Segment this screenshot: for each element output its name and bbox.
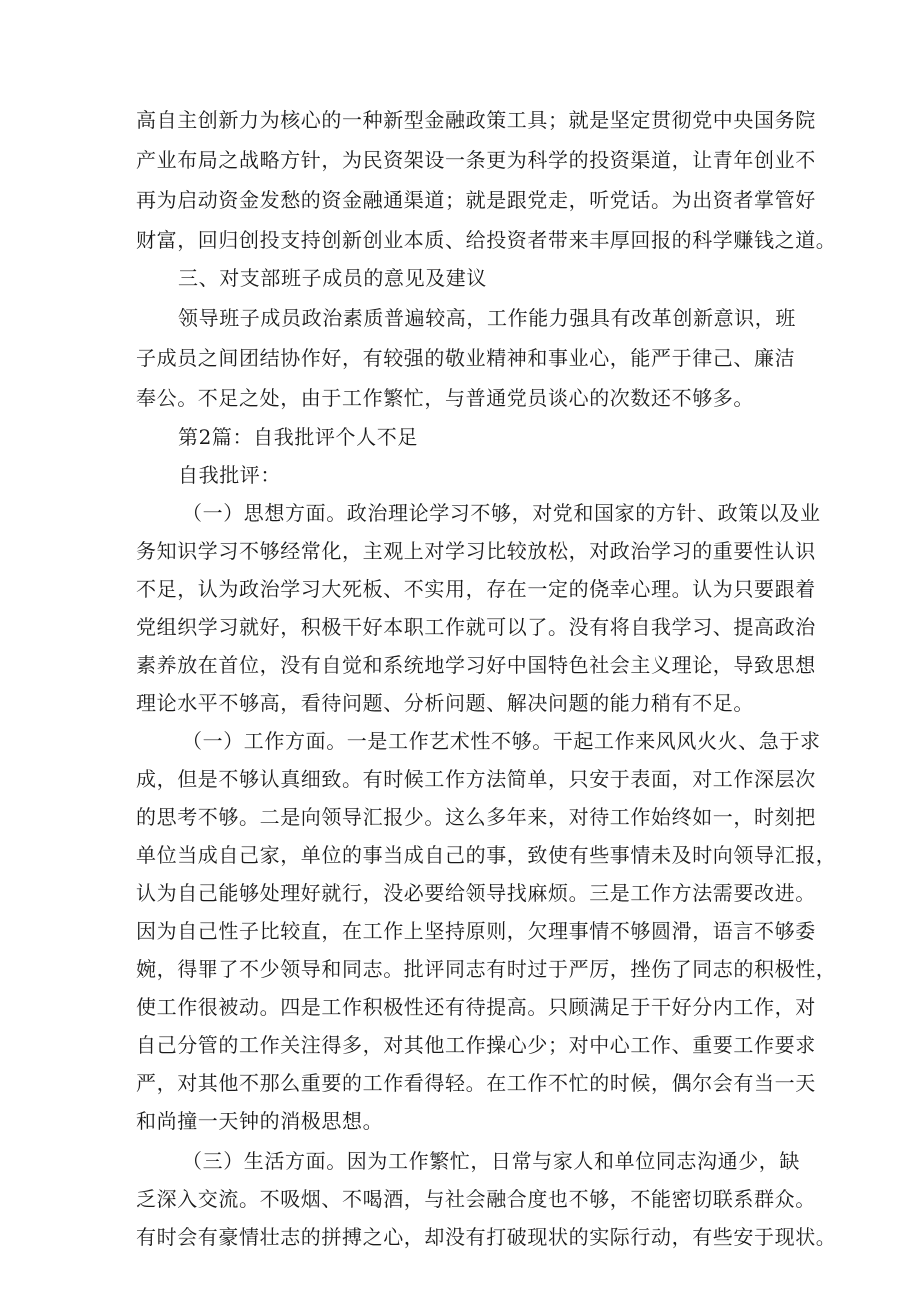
text-line: 使工作很被动。四是工作积极性还有待提高。只顾满足于干好分内工作，对 xyxy=(136,995,816,1019)
text-line: 党组织学习就好，积极干好本职工作就可以了。没有将自我学习、提高政治 xyxy=(136,615,816,639)
text-line: 不足，认为政治学习大死板、不实用，存在一定的侥幸心理。认为只要跟着 xyxy=(136,577,816,601)
text-line: 自己分管的工作关注得多，对其他工作操心少；对中心工作、重要工作要求 xyxy=(136,1033,816,1057)
text-line: 奉公。不足之处，由于工作繁忙，与普通党员谈心的次数还不够多。 xyxy=(136,386,754,410)
text-line: 乏深入交流。不吸烟、不喝酒，与社会融合度也不够，不能密切联系群众。 xyxy=(136,1187,816,1211)
text-line: 因为自己性子比较直，在工作上坚持原则，欠理事情不够圆滑，语言不够委 xyxy=(136,919,816,943)
text-line: 婉，得罪了不少领导和同志。批评同志有时过于严厉，挫伤了同志的积极性， xyxy=(136,957,837,981)
text-line: 素养放在首位，没有自觉和系统地学习好中国特色社会主义理论，导致思想 xyxy=(136,653,816,677)
text-line: 有时会有豪情壮志的拼搏之心，却没有打破现状的实际行动，有些安于现状。 xyxy=(136,1225,837,1249)
text-line: 的思考不够。二是向领导汇报少。这么多年来，对待工作始终如一，时刻把 xyxy=(136,805,816,829)
text-line: 财富，回归创投支持创新创业本质、给投资者带来丰厚回报的科学赚钱之道。 xyxy=(136,228,837,252)
text-line: 理论水平不够高，看待问题、分析问题、解决问题的能力稍有不足。 xyxy=(136,691,754,715)
text-line: （一）工作方面。一是工作艺术性不够。干起工作来风风火火、急于求 xyxy=(182,729,821,753)
text-line: 认为自己能够处理好就行，没必要给领导找麻烦。三是工作方法需要改进。 xyxy=(136,881,816,905)
text-line: 成，但是不够认真细致。有时候工作方法简单，只安于表面，对工作深层次 xyxy=(136,767,816,791)
subsection-label: 自我批评： xyxy=(178,463,281,487)
text-line: （三）生活方面。因为工作繁忙，日常与家人和单位同志沟通少，缺 xyxy=(182,1149,800,1173)
text-line: 子成员之间团结协作好，有较强的敬业精神和事业心，能严于律己、廉洁 xyxy=(136,346,796,370)
text-line: 高自主创新力为核心的一种新型金融政策工具；就是坚定贯彻党中央国务院 xyxy=(136,108,816,132)
article-title: 第2篇：自我批评个人不足 xyxy=(178,425,418,449)
text-line: 务知识学习不够经常化，主观上对学习比较放松，对政治学习的重要性认识 xyxy=(136,539,816,563)
text-line: 再为启动资金发愁的资金融通渠道；就是跟党走，听党话。为出资者掌管好 xyxy=(136,188,816,212)
text-line: 产业布局之战略方针，为民资架设一条更为科学的投资渠道，让青年创业不 xyxy=(136,148,816,172)
text-line: 单位当成自己家，单位的事当成自己的事，致使有些事情未及时向领导汇报， xyxy=(136,843,837,867)
text-line: 和尚撞一天钟的消极思想。 xyxy=(136,1109,384,1133)
section-heading: 三、对支部班子成员的意见及建议 xyxy=(178,266,487,290)
text-line: 领导班子成员政治素质普遍较高，工作能力强具有改革创新意识，班 xyxy=(178,306,796,330)
text-line: （一）思想方面。政治理论学习不够，对党和国家的方针、政策以及业 xyxy=(182,501,821,525)
text-line: 严，对其他不那么重要的工作看得轻。在工作不忙的时候，偶尔会有当一天 xyxy=(136,1071,816,1095)
